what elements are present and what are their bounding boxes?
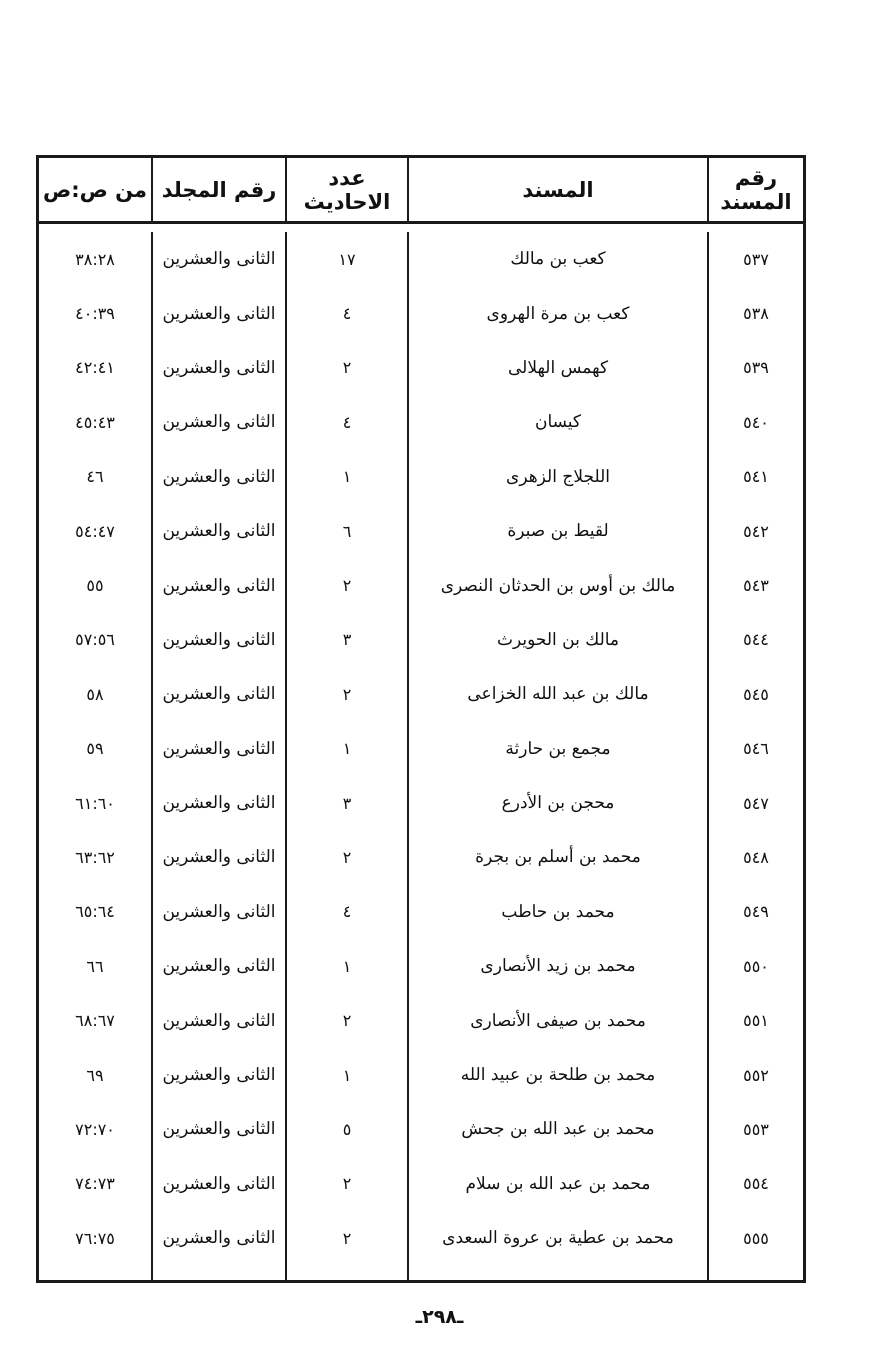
cell-volume: الثانى والعشرين	[162, 1228, 276, 1249]
cell-pages: ٤٢:٤١	[75, 358, 115, 378]
cell-number: ٥٤٨	[743, 847, 769, 867]
cell-musnad: كعب بن مالك	[510, 249, 606, 270]
cell-number: ٥٤٧	[743, 793, 769, 813]
cell-volume: الثانى والعشرين	[162, 629, 276, 650]
cell-musnad: مالك بن عبد الله الخزاعى	[467, 684, 649, 705]
cell-number: ٥٤٢	[743, 521, 769, 541]
cell-count: ٢	[342, 576, 352, 596]
cell-number: ٥٤٥	[743, 684, 769, 704]
header-pages: من ص:ص	[42, 177, 148, 202]
cell-number: ٥٥٠	[743, 956, 769, 976]
column-number	[707, 232, 803, 1280]
cell-musnad: مالك بن أوس بن الحدثان النصرى	[440, 575, 676, 596]
cell-number: ٥٥٣	[743, 1119, 769, 1139]
cell-musnad: محمد بن صيفى الأنصارى	[470, 1010, 646, 1031]
cell-number: ٥٥٤	[743, 1174, 769, 1194]
cell-pages: ٦٥:٦٤	[75, 902, 115, 922]
cell-volume: الثانى والعشرين	[162, 466, 276, 487]
cell-count: ٢	[342, 1174, 352, 1194]
cell-number: ٥٤٦	[743, 739, 769, 759]
cell-musnad: كيسان	[534, 412, 582, 433]
cell-volume: الثانى والعشرين	[162, 1010, 276, 1031]
cell-count: ١٧	[338, 249, 356, 269]
header-musnad: المسند	[407, 158, 707, 221]
cell-count: ١	[342, 739, 352, 759]
cell-number: ٥٤١	[743, 467, 769, 487]
cell-number: ٥٤٩	[743, 902, 769, 922]
cell-pages: ٦٦	[86, 956, 104, 976]
cell-volume: الثانى والعشرين	[162, 738, 276, 759]
cell-pages: ٧٦:٧٥	[75, 1228, 115, 1248]
cell-pages: ٧٤:٧٣	[75, 1174, 115, 1194]
cell-count: ٢	[342, 684, 352, 704]
cell-volume: الثانى والعشرين	[162, 901, 276, 922]
cell-pages: ٥٧:٥٦	[75, 630, 115, 650]
cell-musnad: كعب بن مرة الهروى	[486, 303, 630, 324]
cell-musnad: محجن بن الأدرع	[501, 793, 615, 814]
cell-volume: الثانى والعشرين	[162, 847, 276, 868]
cell-musnad: مجمع بن حارثة	[505, 738, 611, 759]
column-musnad	[407, 232, 707, 1280]
column-volume	[151, 232, 285, 1280]
cell-count: ٤	[342, 304, 352, 324]
cell-count: ١	[342, 467, 352, 487]
cell-pages: ٦١:٦٠	[75, 793, 115, 813]
cell-count: ٢	[342, 847, 352, 867]
cell-musnad: اللجلاج الزهرى	[506, 466, 610, 487]
cell-volume: الثانى والعشرين	[162, 684, 276, 705]
cell-musnad: مالك بن الحويرث	[496, 629, 620, 650]
cell-pages: ٦٨:٦٧	[75, 1011, 115, 1031]
header-number: رقم المسند	[707, 158, 803, 221]
cell-number: ٥٤٣	[743, 576, 769, 596]
cell-number: ٥٣٧	[743, 249, 769, 269]
cell-pages: ٦٣:٦٢	[75, 847, 115, 867]
cell-volume: الثانى والعشرين	[162, 303, 276, 324]
cell-number: ٥٤٤	[743, 630, 769, 650]
cell-count: ٤	[342, 412, 352, 432]
cell-volume: الثانى والعشرين	[162, 412, 276, 433]
cell-number: ٥٥٥	[743, 1228, 769, 1248]
cell-pages: ٧٢:٧٠	[75, 1119, 115, 1139]
cell-musnad: محمد بن طلحة بن عبيد الله	[460, 1065, 656, 1086]
cell-pages: ٥٥	[86, 576, 104, 596]
cell-musnad: محمد بن عطية بن عروة السعدى	[442, 1228, 674, 1249]
cell-pages: ٥٩	[86, 739, 104, 759]
cell-count: ٢	[342, 358, 352, 378]
table-header	[39, 158, 803, 224]
cell-musnad: كهمس الهلالى	[507, 357, 609, 378]
cell-number: ٥٣٩	[743, 358, 769, 378]
cell-pages: ٤٠:٣٩	[75, 304, 115, 324]
cell-volume: الثانى والعشرين	[162, 249, 276, 270]
cell-volume: الثانى والعشرين	[162, 1173, 276, 1194]
cell-count: ٦	[342, 521, 352, 541]
cell-musnad: محمد بن أسلم بن بجرة	[475, 847, 641, 868]
cell-count: ١	[342, 956, 352, 976]
header-count: عدد الاحاديث	[285, 158, 407, 221]
index-table	[36, 155, 806, 1283]
cell-volume: الثانى والعشرين	[162, 357, 276, 378]
cell-number: ٥٥١	[743, 1011, 769, 1031]
page-number: ـ٢٩٨ـ	[415, 1306, 464, 1328]
cell-musnad: لقيط بن صبرة	[507, 521, 609, 542]
cell-volume: الثانى والعشرين	[162, 521, 276, 542]
cell-volume: الثانى والعشرين	[162, 956, 276, 977]
cell-musnad: محمد بن حاطب	[501, 901, 615, 922]
cell-volume: الثانى والعشرين	[162, 1119, 276, 1140]
cell-musnad: محمد بن زيد الأنصارى	[480, 956, 636, 977]
cell-count: ٥	[342, 1119, 352, 1139]
cell-pages: ٥٤:٤٧	[75, 521, 115, 541]
column-pages	[39, 232, 151, 1280]
cell-count: ٢	[342, 1228, 352, 1248]
cell-number: ٥٥٢	[743, 1065, 769, 1085]
table-body	[39, 224, 803, 1280]
cell-volume: الثانى والعشرين	[162, 1065, 276, 1086]
cell-number: ٥٤٠	[743, 412, 769, 432]
cell-number: ٥٣٨	[743, 304, 769, 324]
cell-count: ٢	[342, 1011, 352, 1031]
cell-count: ٣	[342, 793, 352, 813]
column-count	[285, 232, 407, 1280]
cell-pages: ٤٥:٤٣	[75, 412, 115, 432]
cell-volume: الثانى والعشرين	[162, 793, 276, 814]
cell-pages: ٦٩	[86, 1065, 104, 1085]
cell-count: ٣	[342, 630, 352, 650]
cell-musnad: محمد بن عبد الله بن جحش	[461, 1119, 655, 1140]
cell-pages: ٣٨:٢٨	[75, 249, 115, 269]
cell-count: ٤	[342, 902, 352, 922]
cell-musnad: محمد بن عبد الله بن سلام	[465, 1173, 651, 1194]
cell-pages: ٥٨	[86, 684, 104, 704]
header-volume: رقم المجلد	[151, 158, 285, 221]
cell-volume: الثانى والعشرين	[162, 575, 276, 596]
cell-pages: ٤٦	[86, 467, 104, 487]
cell-count: ١	[342, 1065, 352, 1085]
